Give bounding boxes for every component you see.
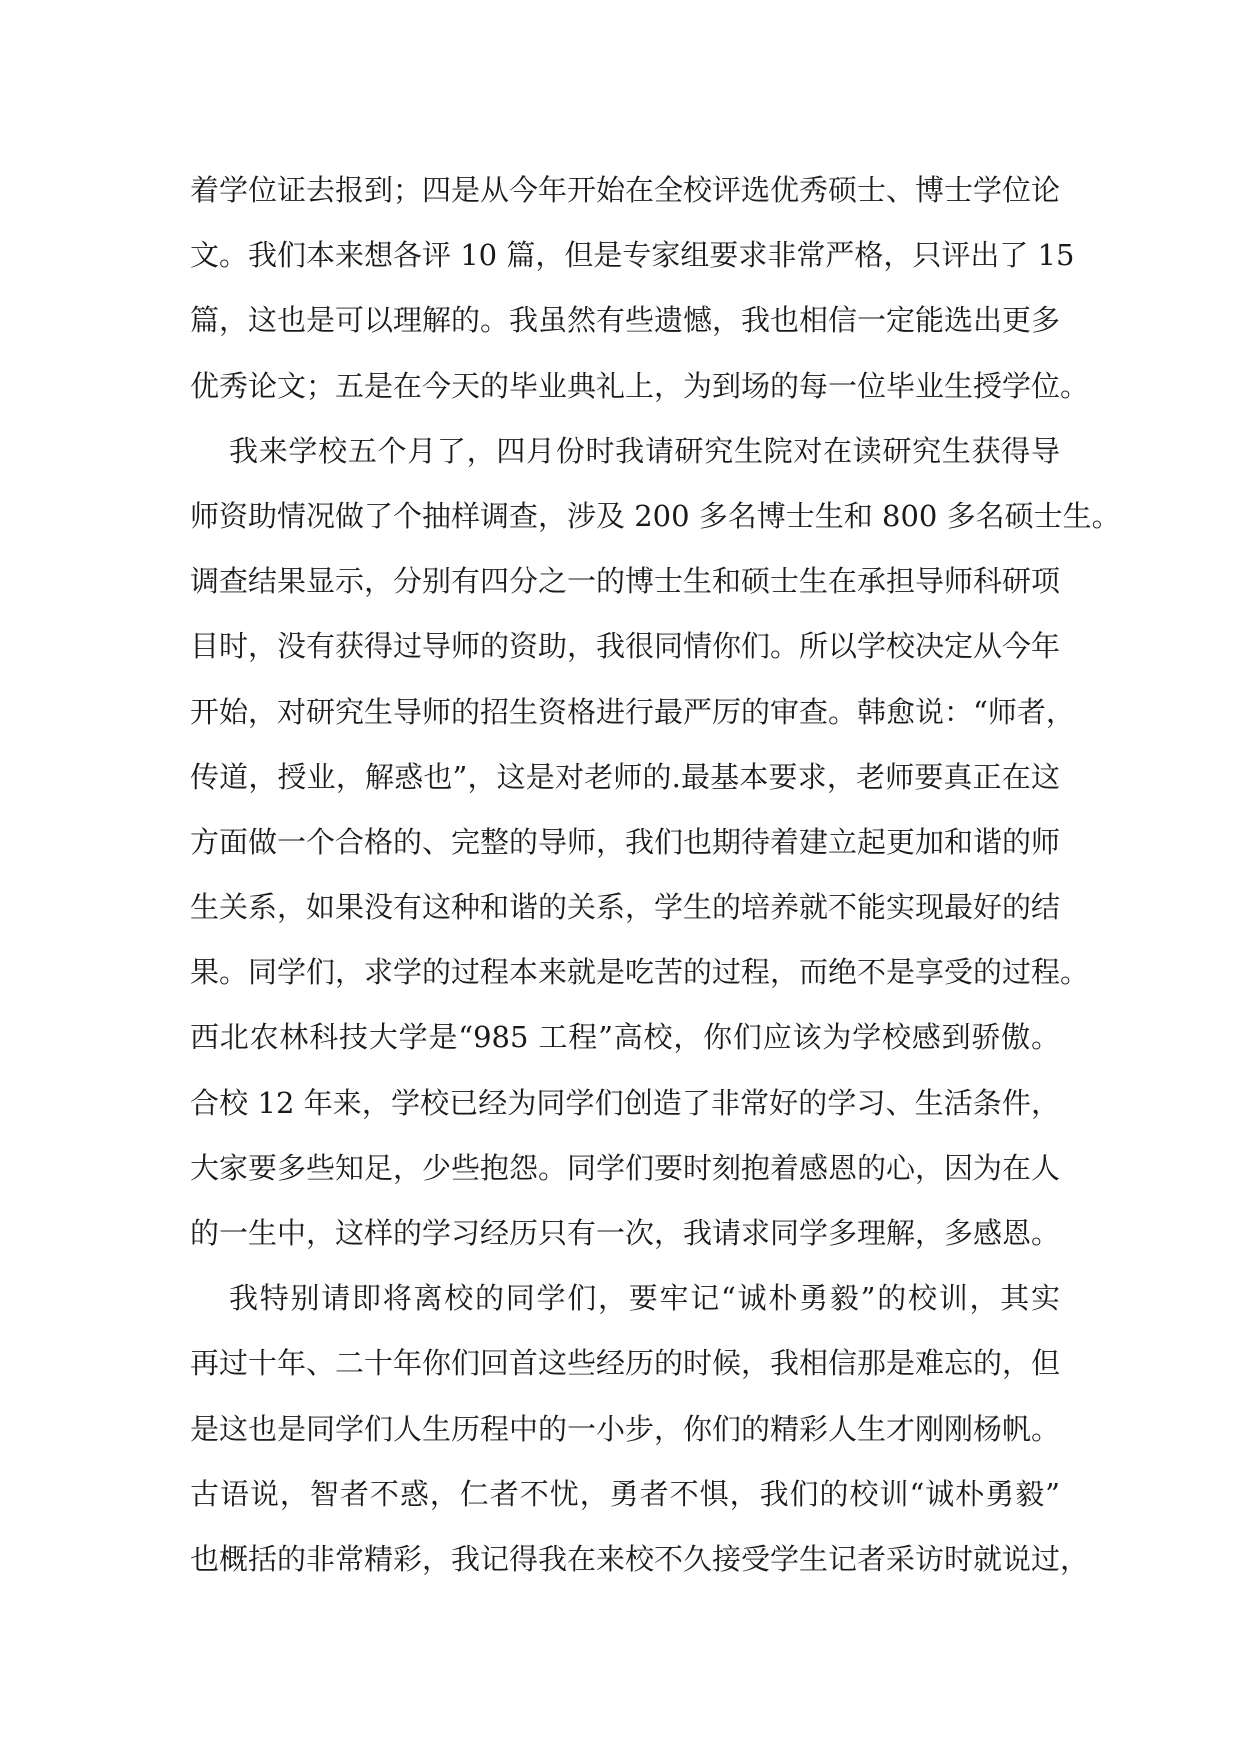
text-line: 文。我们本来想各评 10 篇，但是专家组要求非常严格，只评出了 15 [190,238,1075,273]
text-line: 方面做一个合格的、完整的导师，我们也期待着建立起更加和谐的师 [190,824,1061,859]
text-line: 传道，授业，解惑也”，这是对老师的.最基本要求，老师要真正在这 [190,759,1060,794]
text-line: 也概括的非常精彩，我记得我在来校不久接受学生记者采访时就说过， [190,1541,1090,1576]
text-line: 古语说，智者不惑，仁者不忧，勇者不惧，我们的校训“诚朴勇毅” [190,1476,1060,1511]
text-line: 着学位证去报到；四是从今年开始在全校评选优秀硕士、博士学位论 [190,173,1061,207]
text-line: 是这也是同学们人生历程中的一小步，你们的精彩人生才刚刚杨帆。 [190,1411,1061,1446]
text-line: 合校 12 年来，学校已经为同学们创造了非常好的学习、生活条件， [190,1085,1060,1120]
paragraph-first-line: 我来学校五个月了，四月份时我请研究生院对在读研究生获得导 [229,433,1060,468]
text-line: 西北农林科技大学是“985 工程”高校，你们应该为学校感到骄傲。 [190,1020,1060,1055]
paragraph-first-line: 我特别请即将离校的同学们，要牢记“诚朴勇毅”的校训，其实 [229,1281,1060,1316]
text-line: 开始，对研究生导师的招生资格进行最严厉的审查。韩愈说：“师者， [190,694,1075,729]
text-line: 大家要多些知足，少些抱怨。同学们要时刻抱着感恩的心，因为在人 [190,1150,1061,1185]
text-line: 再过十年、二十年你们回首这些经历的时候，我相信那是难忘的，但 [190,1346,1061,1381]
body-text [190,158,1121,1592]
text-line: 优秀论文；五是在今天的毕业典礼上，为到场的每一位毕业生授学位。 [190,368,1090,403]
text-line: 生关系，如果没有这种和谐的关系，学生的培养就不能实现最好的结 [190,890,1061,925]
text-line: 的一生中，这样的学习经历只有一次，我请求同学多理解，多感恩。 [190,1216,1061,1250]
text-line: 篇，这也是可以理解的。我虽然有些遗憾，我也相信一定能选出更多 [190,303,1061,338]
text-line: 目时，没有获得过导师的资助，我很同情你们。所以学校决定从今年 [190,629,1061,664]
text-line: 师资助情况做了个抽样调查，涉及 200 多名博士生和 800 多名硕士生。 [190,498,1121,533]
text-line: 果。同学们，求学的过程本来就是吃苦的过程，而绝不是享受的过程。 [190,955,1090,990]
text-line: 调查结果显示，分别有四分之一的博士生和硕士生在承担导师科研项 [190,564,1061,599]
